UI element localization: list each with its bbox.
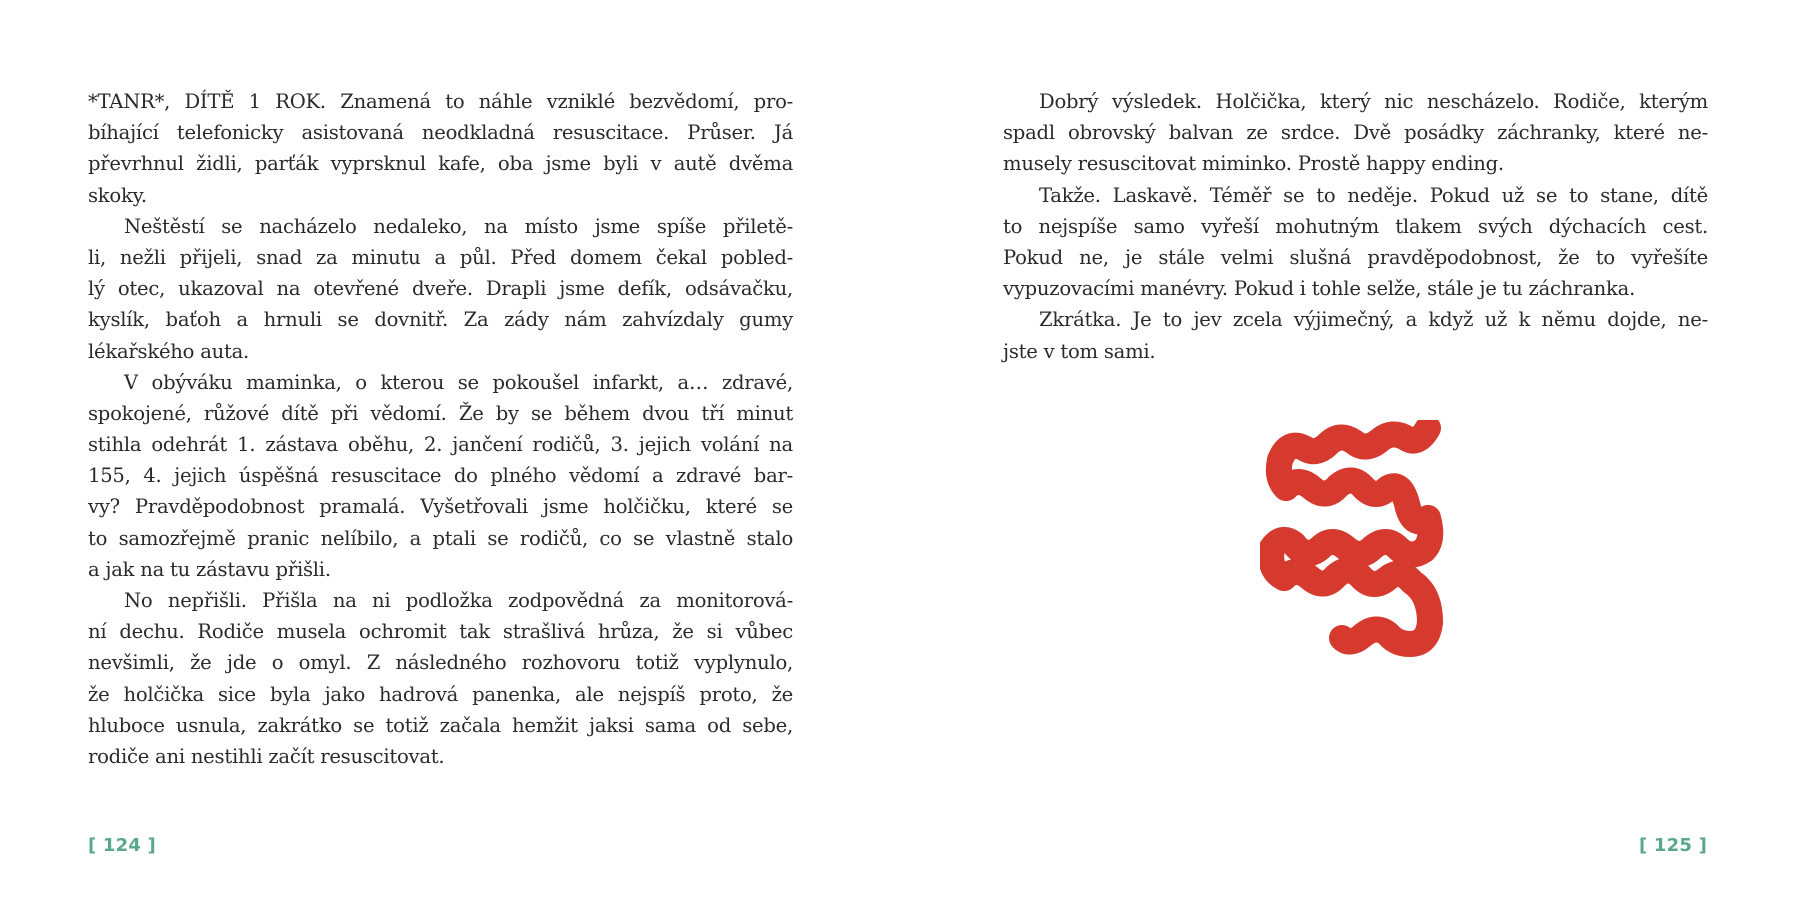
text-line: *TANR*, DÍTĚ 1 ROK. Znamená to náhle vzniklé bezvědomí, pro- — [88, 90, 793, 113]
text-line: jste v tom sami. — [1003, 339, 1156, 363]
text-line: musely resuscitovat miminko. Prostě happy ending. — [1003, 152, 1504, 176]
text-line: li, nežli přijeli, snad za minutu a půl. Před domem čekal pobled- — [88, 245, 793, 269]
paragraph — [1003, 86, 1708, 180]
text-line: skoky. — [88, 183, 147, 207]
left-text-column — [88, 86, 793, 772]
text-line: to samozřejmě pranic nelíbilo, a ptali se rodičů, co se vlastně stalo — [88, 526, 793, 550]
paragraph — [1003, 304, 1708, 366]
paragraph — [1003, 180, 1708, 305]
paragraph — [88, 211, 793, 367]
squiggle-stroke — [1271, 428, 1430, 644]
text-line: lékařského auta. — [88, 339, 250, 363]
text-line: a jak na tu zástavu přišli. — [88, 557, 331, 581]
text-line: hluboce usnula, zakrátko se totiž začala hemžit jaksi sama od sebe, — [88, 713, 793, 737]
text-line: Takže. Laskavě. Téměř se to neděje. Pokud už se to stane, dítě — [1039, 183, 1708, 207]
text-line: vy? Pravděpodobnost pramalá. Vyšetřovali jsme holčičku, které se — [88, 495, 793, 519]
text-line: Neštěstí se nacházelo nedaleko, na místo jsme spíše přiletě- — [124, 214, 793, 238]
text-line: Pokud ne, je stále velmi slušná pravděpodobnost, že to vyřešíte — [1003, 245, 1708, 269]
right-text-column — [1003, 86, 1708, 367]
text-line: spadl obrovský balvan ze srdce. Dvě posádky záchranky, které ne- — [1003, 121, 1708, 145]
text-line: nevšimli, že jde o omyl. Z následného rozhovoru totiž vyplynulo, — [88, 651, 793, 675]
text-line: bíhající telefonicky asistovaná neodkladná resuscitace. Průser. Já — [88, 121, 793, 145]
text-line: Dobrý výsledek. Holčička, který nic nescházelo. Rodiče, kterým — [1039, 90, 1708, 113]
left-page — [0, 0, 897, 897]
text-line: rodiče ani nestihli začít resuscitovat. — [88, 744, 445, 768]
paragraph — [88, 86, 793, 211]
text-line: V obýváku maminka, o kterou se pokoušel infarkt, a… zdravé, — [124, 370, 793, 394]
page-number: [ 125 ] — [1639, 835, 1707, 856]
text-line: ní dechu. Rodiče musela ochromit tak strašlivá hrůza, že si vůbec — [88, 620, 793, 644]
text-line: No nepřišli. Přišla na ni podložka zodpovědná za monitorová- — [124, 589, 793, 612]
right-page — [897, 0, 1795, 897]
paragraph — [88, 585, 793, 772]
text-line: že holčička sice byla jako hadrová panenka, ale nejspíš proto, že — [88, 682, 793, 706]
page-number: [ 124 ] — [88, 835, 156, 856]
text-line: stihla odehrát 1. zástava oběhu, 2. jančení rodičů, 3. jejich volání na — [88, 433, 793, 457]
text-line: kyslík, baťoh a hrnuli se dovnitř. Za zády nám zahvízdaly gumy — [88, 308, 793, 332]
text-line: převrhnul židli, parťák vyprsknul kafe, oba jsme byli v autě dvěma — [88, 152, 793, 176]
text-line: vypuzovacími manévry. Pokud i tohle selže, stále je tu záchranka. — [1003, 277, 1636, 301]
red-squiggle-illustration — [1260, 420, 1460, 674]
text-line: Zkrátka. Je to jev zcela výjimečný, a když už k němu dojde, ne- — [1039, 308, 1708, 332]
text-line: to nejspíše samo vyřeší mohutným tlakem svých dýchacích cest. — [1003, 214, 1708, 238]
text-line: 155, 4. jejich úspěšná resuscitace do plného vědomí a zdravé bar- — [88, 464, 793, 488]
text-line: lý otec, ukazoval na otevřené dveře. Drapli jsme defík, odsávačku, — [88, 277, 793, 301]
text-line: spokojené, růžové dítě při vědomí. Že by se během dvou tří minut — [88, 401, 793, 425]
paragraph — [88, 367, 793, 585]
